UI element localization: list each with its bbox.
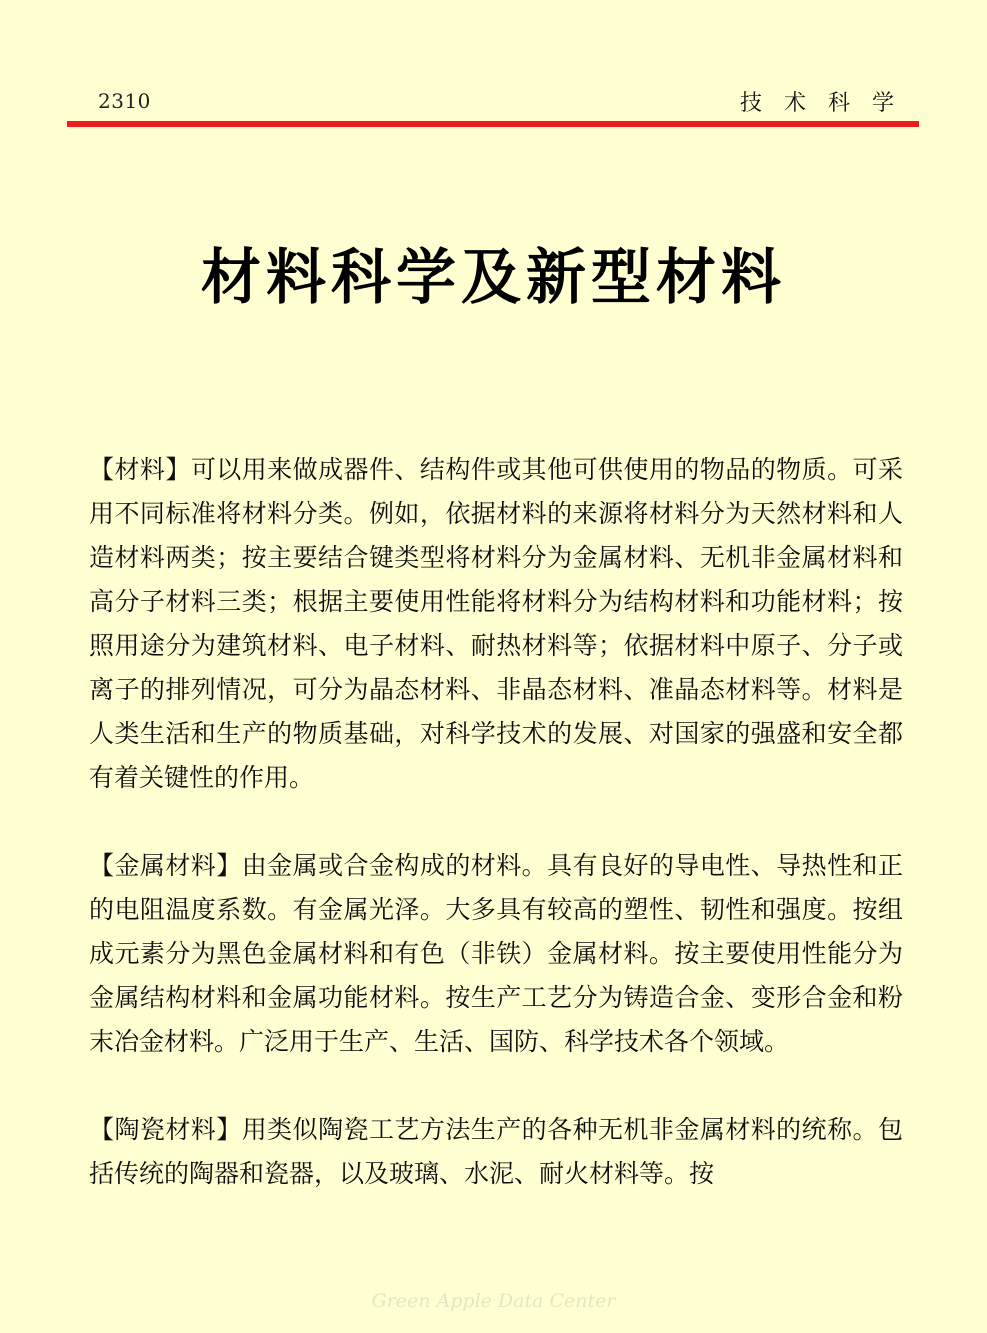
watermark: Green Apple Data Center bbox=[371, 1290, 616, 1312]
entries-list bbox=[89, 448, 903, 1240]
entry-text: 由金属或合金构成的材料。具有良好的导电性、导热性和正的电阻温度系数。有金属光泽。大多具有较高的塑性、韧性和强度。按组成元素分为黑色金属材料和有色（非铁）金属材料。按主要使用性能分为金属结构材料和金属功能材料。按生产工艺分为铸造合金、变形合金和粉末冶金材料。广泛用于生产、生活、国防、科学技术各个领域。 bbox=[89, 851, 903, 1056]
entry-metal-materials bbox=[89, 844, 903, 1064]
header-rule bbox=[67, 121, 919, 127]
entry-text: 可以用来做成器件、结构件或其他可供使用的物品的物质。可采用不同标准将材料分类。例如，依据材料的来源将材料分为天然材料和人造材料两类；按主要结合键类型将材料分为金属材料、无机非金属材料和高分子材料三类；根据主要使用性能将材料分为结构材料和功能材料；按照用途分为建筑材料、电子材料、耐热材料等；依据材料中原子、分子或离子的排列情况，可分为晶态材料、非晶态材料、准晶态材料等。材料是人类生活和生产的物质基础，对科学技术的发展、对国家的强盛和安全都有着关键性的作用。 bbox=[89, 455, 903, 792]
entry-text: 用类似陶瓷工艺方法生产的各种无机非金属材料的统称。包括传统的陶器和瓷器，以及玻璃、水泥、耐火材料等。按 bbox=[89, 1115, 903, 1188]
entry-term: 【材料】 bbox=[89, 455, 191, 484]
page-number: 2310 bbox=[98, 89, 151, 113]
page-title: 材料科学及新型材料 bbox=[201, 243, 786, 313]
entry-ceramic-materials bbox=[89, 1108, 903, 1196]
entry-term: 【陶瓷材料】 bbox=[89, 1115, 242, 1144]
entry-term: 【金属材料】 bbox=[89, 851, 242, 880]
entry-materials bbox=[89, 448, 903, 800]
section-label: 技术科学 bbox=[739, 91, 916, 116]
